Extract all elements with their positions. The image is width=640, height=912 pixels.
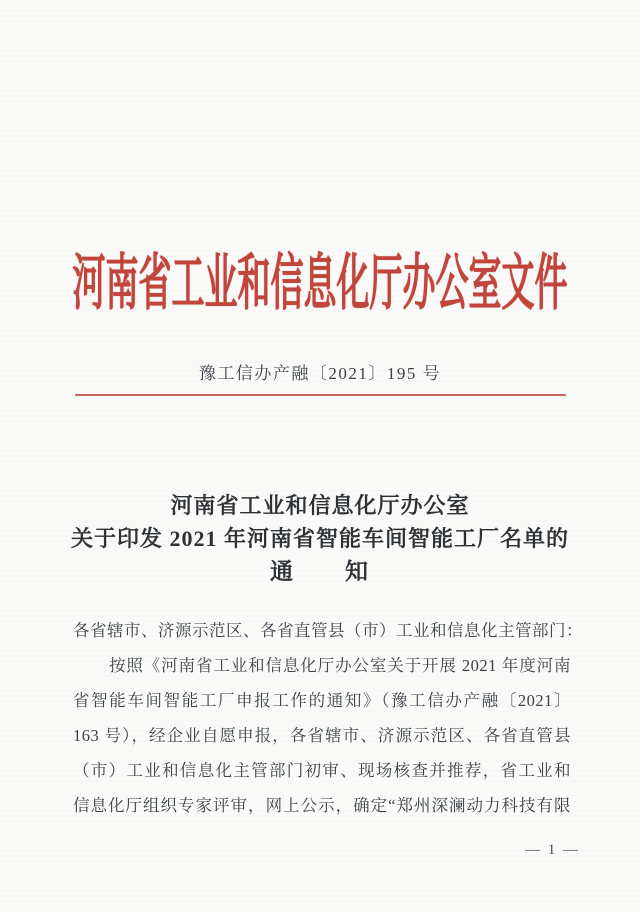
body-line: 信息化厅组织专家评审，网上公示，确定“郑州深澜动力科技有限 bbox=[73, 796, 571, 815]
notice-title-line1: 河南省工业和信息化厅办公室 bbox=[170, 493, 470, 518]
notice-title bbox=[0, 489, 640, 588]
red-divider-line bbox=[75, 394, 566, 396]
body-line: 省智能车间智能工厂申报工作的通知》（豫工信办产融〔2021〕 bbox=[73, 691, 571, 710]
letterhead-title bbox=[0, 238, 640, 332]
document-body bbox=[73, 613, 583, 823]
body-line: 按照《河南省工业和信息化厅办公室关于开展 2021 年度河南 bbox=[109, 656, 571, 675]
document-number: 豫工信办产融〔2021〕195 号 bbox=[198, 364, 442, 383]
body-line-salutation: 各省辖市、济源示范区、各省直管县（市）工业和信息化主管部门： bbox=[73, 621, 583, 640]
notice-title-line3: 通 知 bbox=[270, 559, 370, 584]
page-number: — 1 — bbox=[525, 842, 580, 858]
notice-title-line2: 关于印发 2021 年河南省智能车间智能工厂名单的 bbox=[70, 526, 569, 551]
letterhead-title-text: 河南省工业和信息化厅办公室文件 bbox=[72, 251, 568, 319]
body-line: 163 号），经企业自愿申报，各省辖市、济源示范区、各省直管县 bbox=[73, 726, 571, 745]
body-line: （市）工业和信息化主管部门初审、现场核查并推荐，省工业和 bbox=[73, 761, 571, 780]
